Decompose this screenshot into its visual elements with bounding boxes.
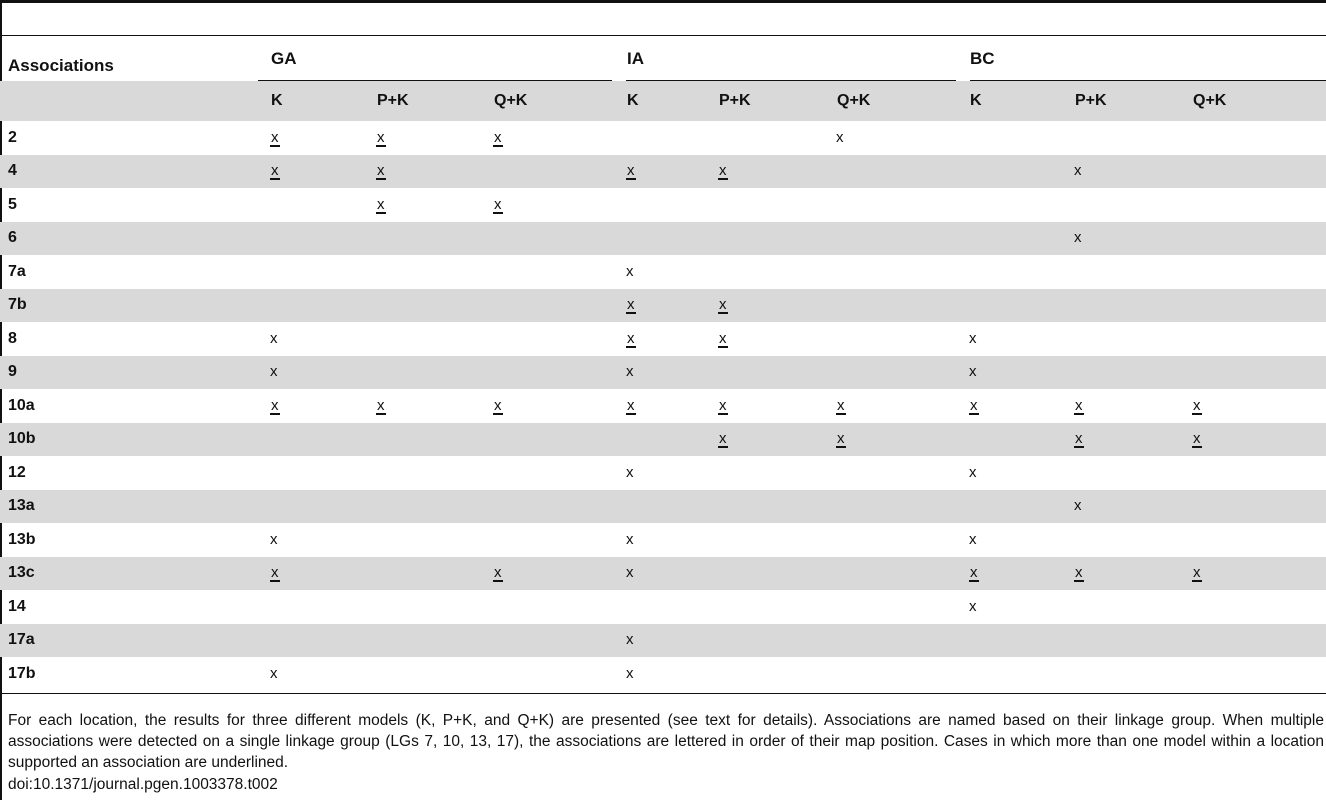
mark: x <box>969 363 977 381</box>
model-cell <box>969 456 1074 490</box>
model-cell <box>1074 624 1192 658</box>
mark: x <box>836 128 844 146</box>
model-header-bc-pk: P+K <box>1075 92 1107 109</box>
model-cell <box>1192 188 1326 222</box>
model-cell <box>626 155 718 189</box>
underlined-mark: x <box>719 296 727 314</box>
model-cell <box>836 289 969 323</box>
association-name: 13c <box>0 557 270 591</box>
model-cell <box>376 590 493 624</box>
model-cell <box>270 356 376 390</box>
table-top-rule <box>0 0 1326 3</box>
model-cell <box>969 356 1074 390</box>
underlined-mark: x <box>1075 564 1083 582</box>
model-cell <box>626 657 718 691</box>
model-cell <box>270 590 376 624</box>
model-cell <box>836 523 969 557</box>
model-cell <box>836 657 969 691</box>
model-cell <box>376 557 493 591</box>
mark: x <box>270 363 278 381</box>
association-name: 4 <box>0 155 270 189</box>
model-cell <box>1074 590 1192 624</box>
model-cell <box>376 188 493 222</box>
underlined-mark: x <box>627 162 635 180</box>
model-cell <box>376 456 493 490</box>
mark: x <box>626 664 634 682</box>
model-cell <box>626 188 718 222</box>
association-name: 14 <box>8 597 26 615</box>
model-cell <box>1074 188 1192 222</box>
model-cell <box>1192 255 1326 289</box>
association-name: 13a <box>0 490 270 524</box>
mark: x <box>626 530 634 548</box>
table-row <box>0 657 1326 691</box>
model-cell <box>1074 456 1192 490</box>
model-header-ga-pk: P+K <box>377 92 409 109</box>
model-cell <box>493 557 626 591</box>
model-cell <box>969 222 1074 256</box>
model-cell <box>626 423 718 457</box>
model-cell <box>493 523 626 557</box>
association-name: 10a <box>8 396 35 414</box>
association-name: 2 <box>8 128 17 146</box>
table-row <box>0 590 1326 624</box>
model-cell <box>836 356 969 390</box>
table-footnote: For each location, the results for three different models (K, P+K, and Q+K) are presented (see text for details). Associations are named based on their linkage group. When multiple associations were detected on a single linkage group (LGs 7, 10, 13, 17), the associations are lettered in order of their map position. Cases in which more than one model within a location supported an association are underlined. <box>8 712 1324 771</box>
model-cell <box>376 255 493 289</box>
model-cell <box>718 322 836 356</box>
model-cell <box>376 490 493 524</box>
model-cell <box>718 557 836 591</box>
model-cell <box>626 322 718 356</box>
table-row <box>0 121 1326 155</box>
underlined-mark: x <box>627 396 635 414</box>
model-cell <box>626 389 718 423</box>
model-cell <box>1074 322 1192 356</box>
model-cell <box>718 657 836 691</box>
table-row <box>0 356 1326 390</box>
association-name: 10b <box>0 423 270 457</box>
model-cell <box>493 456 626 490</box>
table-row <box>0 255 1326 289</box>
model-cell <box>1192 155 1326 189</box>
model-cell <box>270 523 376 557</box>
table-row <box>0 389 1326 423</box>
association-name: 17a <box>0 624 270 658</box>
model-cell <box>1192 121 1326 155</box>
model-cell <box>718 523 836 557</box>
model-cell <box>270 289 376 323</box>
model-cell <box>718 389 836 423</box>
association-name: 7a <box>8 262 26 280</box>
model-cell <box>969 188 1074 222</box>
model-cell <box>1074 155 1192 189</box>
underlined-mark: x <box>494 128 502 146</box>
mark: x <box>626 463 634 481</box>
table-bottom-rule <box>0 693 1326 694</box>
table-row <box>0 289 1326 323</box>
mark: x <box>1074 229 1082 247</box>
model-cell <box>1192 590 1326 624</box>
group-header-ga: GA <box>271 49 297 68</box>
underlined-mark: x <box>271 162 279 180</box>
model-cell <box>493 389 626 423</box>
model-header-ia-qk: Q+K <box>837 92 871 109</box>
model-cell <box>718 188 836 222</box>
model-cell <box>718 590 836 624</box>
association-name: 8 <box>8 329 17 347</box>
model-cell <box>270 121 376 155</box>
model-cell <box>626 289 718 323</box>
model-cell <box>626 255 718 289</box>
model-cell <box>493 356 626 390</box>
model-cell <box>376 657 493 691</box>
association-name: 9 <box>0 356 270 390</box>
model-cell <box>836 222 969 256</box>
model-cell <box>718 121 836 155</box>
mark: x <box>969 597 977 615</box>
model-cell <box>493 590 626 624</box>
model-cell <box>836 557 969 591</box>
underlined-mark: x <box>1193 396 1201 414</box>
underlined-mark: x <box>627 329 635 347</box>
model-cell <box>626 222 718 256</box>
model-cell <box>270 255 376 289</box>
mark: x <box>969 329 977 347</box>
underlined-mark: x <box>271 564 279 582</box>
model-cell <box>1192 389 1326 423</box>
model-cell <box>836 490 969 524</box>
underlined-mark: x <box>970 396 978 414</box>
model-cell <box>270 222 376 256</box>
model-cell <box>836 121 969 155</box>
model-cell <box>270 389 376 423</box>
model-header-bc-k: K <box>970 92 982 109</box>
model-cell <box>376 322 493 356</box>
underlined-mark: x <box>1075 430 1083 448</box>
model-cell <box>376 389 493 423</box>
group-header-row <box>0 36 1326 81</box>
mark: x <box>626 631 634 649</box>
underlined-mark: x <box>719 430 727 448</box>
association-name: 7b <box>0 289 270 323</box>
mark: x <box>1074 162 1082 180</box>
model-cell <box>376 423 493 457</box>
model-cell <box>376 155 493 189</box>
underlined-mark: x <box>1075 396 1083 414</box>
table-row <box>0 423 1326 457</box>
table-row <box>0 155 1326 189</box>
model-header-row <box>0 81 1326 121</box>
model-cell <box>626 590 718 624</box>
model-cell <box>1074 657 1192 691</box>
underlined-mark: x <box>970 564 978 582</box>
model-cell <box>376 289 493 323</box>
model-cell <box>718 222 836 256</box>
model-cell <box>270 188 376 222</box>
model-header-ia-pk: P+K <box>719 92 751 109</box>
mark: x <box>626 363 634 381</box>
table-row <box>0 188 1326 222</box>
model-cell <box>836 423 969 457</box>
model-cell <box>718 356 836 390</box>
model-cell <box>270 322 376 356</box>
model-cell <box>1074 523 1192 557</box>
associations-table <box>0 121 1326 691</box>
model-cell <box>836 624 969 658</box>
model-cell <box>626 557 718 591</box>
underlined-mark: x <box>837 396 845 414</box>
model-cell <box>836 322 969 356</box>
model-cell <box>493 121 626 155</box>
model-cell <box>1192 289 1326 323</box>
model-cell <box>718 155 836 189</box>
model-cell <box>718 255 836 289</box>
model-cell <box>376 523 493 557</box>
underlined-mark: x <box>377 128 385 146</box>
model-cell <box>1192 557 1326 591</box>
model-cell <box>1074 490 1192 524</box>
model-cell <box>1192 322 1326 356</box>
model-cell <box>1192 356 1326 390</box>
model-cell <box>493 657 626 691</box>
model-cell <box>969 155 1074 189</box>
model-cell <box>493 155 626 189</box>
group-header-ia: IA <box>627 49 644 68</box>
model-cell <box>493 322 626 356</box>
mark: x <box>270 530 278 548</box>
model-cell <box>1074 289 1192 323</box>
model-cell <box>493 289 626 323</box>
model-cell <box>1074 255 1192 289</box>
model-cell <box>836 255 969 289</box>
associations-header: Associations <box>8 56 114 75</box>
model-cell <box>493 423 626 457</box>
table-row <box>0 557 1326 591</box>
underlined-mark: x <box>377 396 385 414</box>
model-cell <box>1074 423 1192 457</box>
model-cell <box>270 456 376 490</box>
mark: x <box>626 564 634 582</box>
underlined-mark: x <box>494 195 502 213</box>
model-header-ga-k: K <box>271 92 283 109</box>
model-cell <box>1192 523 1326 557</box>
model-cell <box>1192 490 1326 524</box>
model-cell <box>718 624 836 658</box>
mark: x <box>969 530 977 548</box>
model-cell <box>493 624 626 658</box>
model-cell <box>626 490 718 524</box>
model-header-ia-k: K <box>627 92 639 109</box>
model-cell <box>626 624 718 658</box>
model-cell <box>1074 121 1192 155</box>
table-row <box>0 456 1326 490</box>
model-header-bc-qk: Q+K <box>1193 92 1227 109</box>
model-cell <box>1192 624 1326 658</box>
mark: x <box>1074 497 1082 515</box>
model-cell <box>270 557 376 591</box>
association-name: 5 <box>8 195 17 213</box>
model-cell <box>969 389 1074 423</box>
model-cell <box>376 222 493 256</box>
underlined-mark: x <box>377 195 385 213</box>
model-header-ga-qk: Q+K <box>494 92 528 109</box>
mark: x <box>969 463 977 481</box>
underlined-mark: x <box>719 162 727 180</box>
model-cell <box>270 657 376 691</box>
model-cell <box>376 356 493 390</box>
doi-link[interactable]: doi:10.1371/journal.pgen.1003378.t002 <box>8 776 278 793</box>
table-row <box>0 490 1326 524</box>
association-name: 6 <box>0 222 270 256</box>
model-cell <box>718 490 836 524</box>
model-cell <box>969 557 1074 591</box>
model-cell <box>836 590 969 624</box>
model-cell <box>270 490 376 524</box>
model-cell <box>493 255 626 289</box>
model-cell <box>718 456 836 490</box>
model-cell <box>718 423 836 457</box>
model-cell <box>836 155 969 189</box>
model-cell <box>493 490 626 524</box>
model-cell <box>836 188 969 222</box>
model-cell <box>270 423 376 457</box>
model-cell <box>1192 423 1326 457</box>
model-cell <box>626 523 718 557</box>
model-cell <box>376 624 493 658</box>
underlined-mark: x <box>837 430 845 448</box>
model-cell <box>626 456 718 490</box>
model-cell <box>493 188 626 222</box>
model-cell <box>969 121 1074 155</box>
model-cell <box>969 590 1074 624</box>
underlined-mark: x <box>377 162 385 180</box>
model-cell <box>1074 356 1192 390</box>
model-cell <box>969 322 1074 356</box>
underlined-mark: x <box>1193 564 1201 582</box>
model-cell <box>493 222 626 256</box>
association-name: 13b <box>8 530 36 548</box>
model-cell <box>626 121 718 155</box>
model-cell <box>1192 456 1326 490</box>
underlined-mark: x <box>719 329 727 347</box>
underlined-mark: x <box>1193 430 1201 448</box>
association-name: 17b <box>8 664 36 682</box>
model-cell <box>836 456 969 490</box>
model-cell <box>1192 222 1326 256</box>
group-header-bc: BC <box>970 49 995 68</box>
underlined-mark: x <box>494 564 502 582</box>
model-cell <box>969 624 1074 658</box>
model-cell <box>270 155 376 189</box>
underlined-mark: x <box>271 396 279 414</box>
table-row <box>0 222 1326 256</box>
model-cell <box>969 523 1074 557</box>
mark: x <box>626 262 634 280</box>
table-row <box>0 523 1326 557</box>
table-row <box>0 322 1326 356</box>
underlined-mark: x <box>271 128 279 146</box>
underlined-mark: x <box>627 296 635 314</box>
model-cell <box>969 255 1074 289</box>
model-cell <box>969 289 1074 323</box>
model-cell <box>969 423 1074 457</box>
mark: x <box>270 664 278 682</box>
table-row <box>0 624 1326 658</box>
model-cell <box>270 624 376 658</box>
underlined-mark: x <box>494 396 502 414</box>
model-cell <box>836 389 969 423</box>
model-cell <box>1192 657 1326 691</box>
model-cell <box>1074 222 1192 256</box>
model-cell <box>1074 389 1192 423</box>
model-cell <box>969 490 1074 524</box>
underlined-mark: x <box>719 396 727 414</box>
model-cell <box>718 289 836 323</box>
model-cell <box>626 356 718 390</box>
model-cell <box>1074 557 1192 591</box>
model-cell <box>969 657 1074 691</box>
association-name: 12 <box>8 463 26 481</box>
mark: x <box>270 329 278 347</box>
model-cell <box>376 121 493 155</box>
